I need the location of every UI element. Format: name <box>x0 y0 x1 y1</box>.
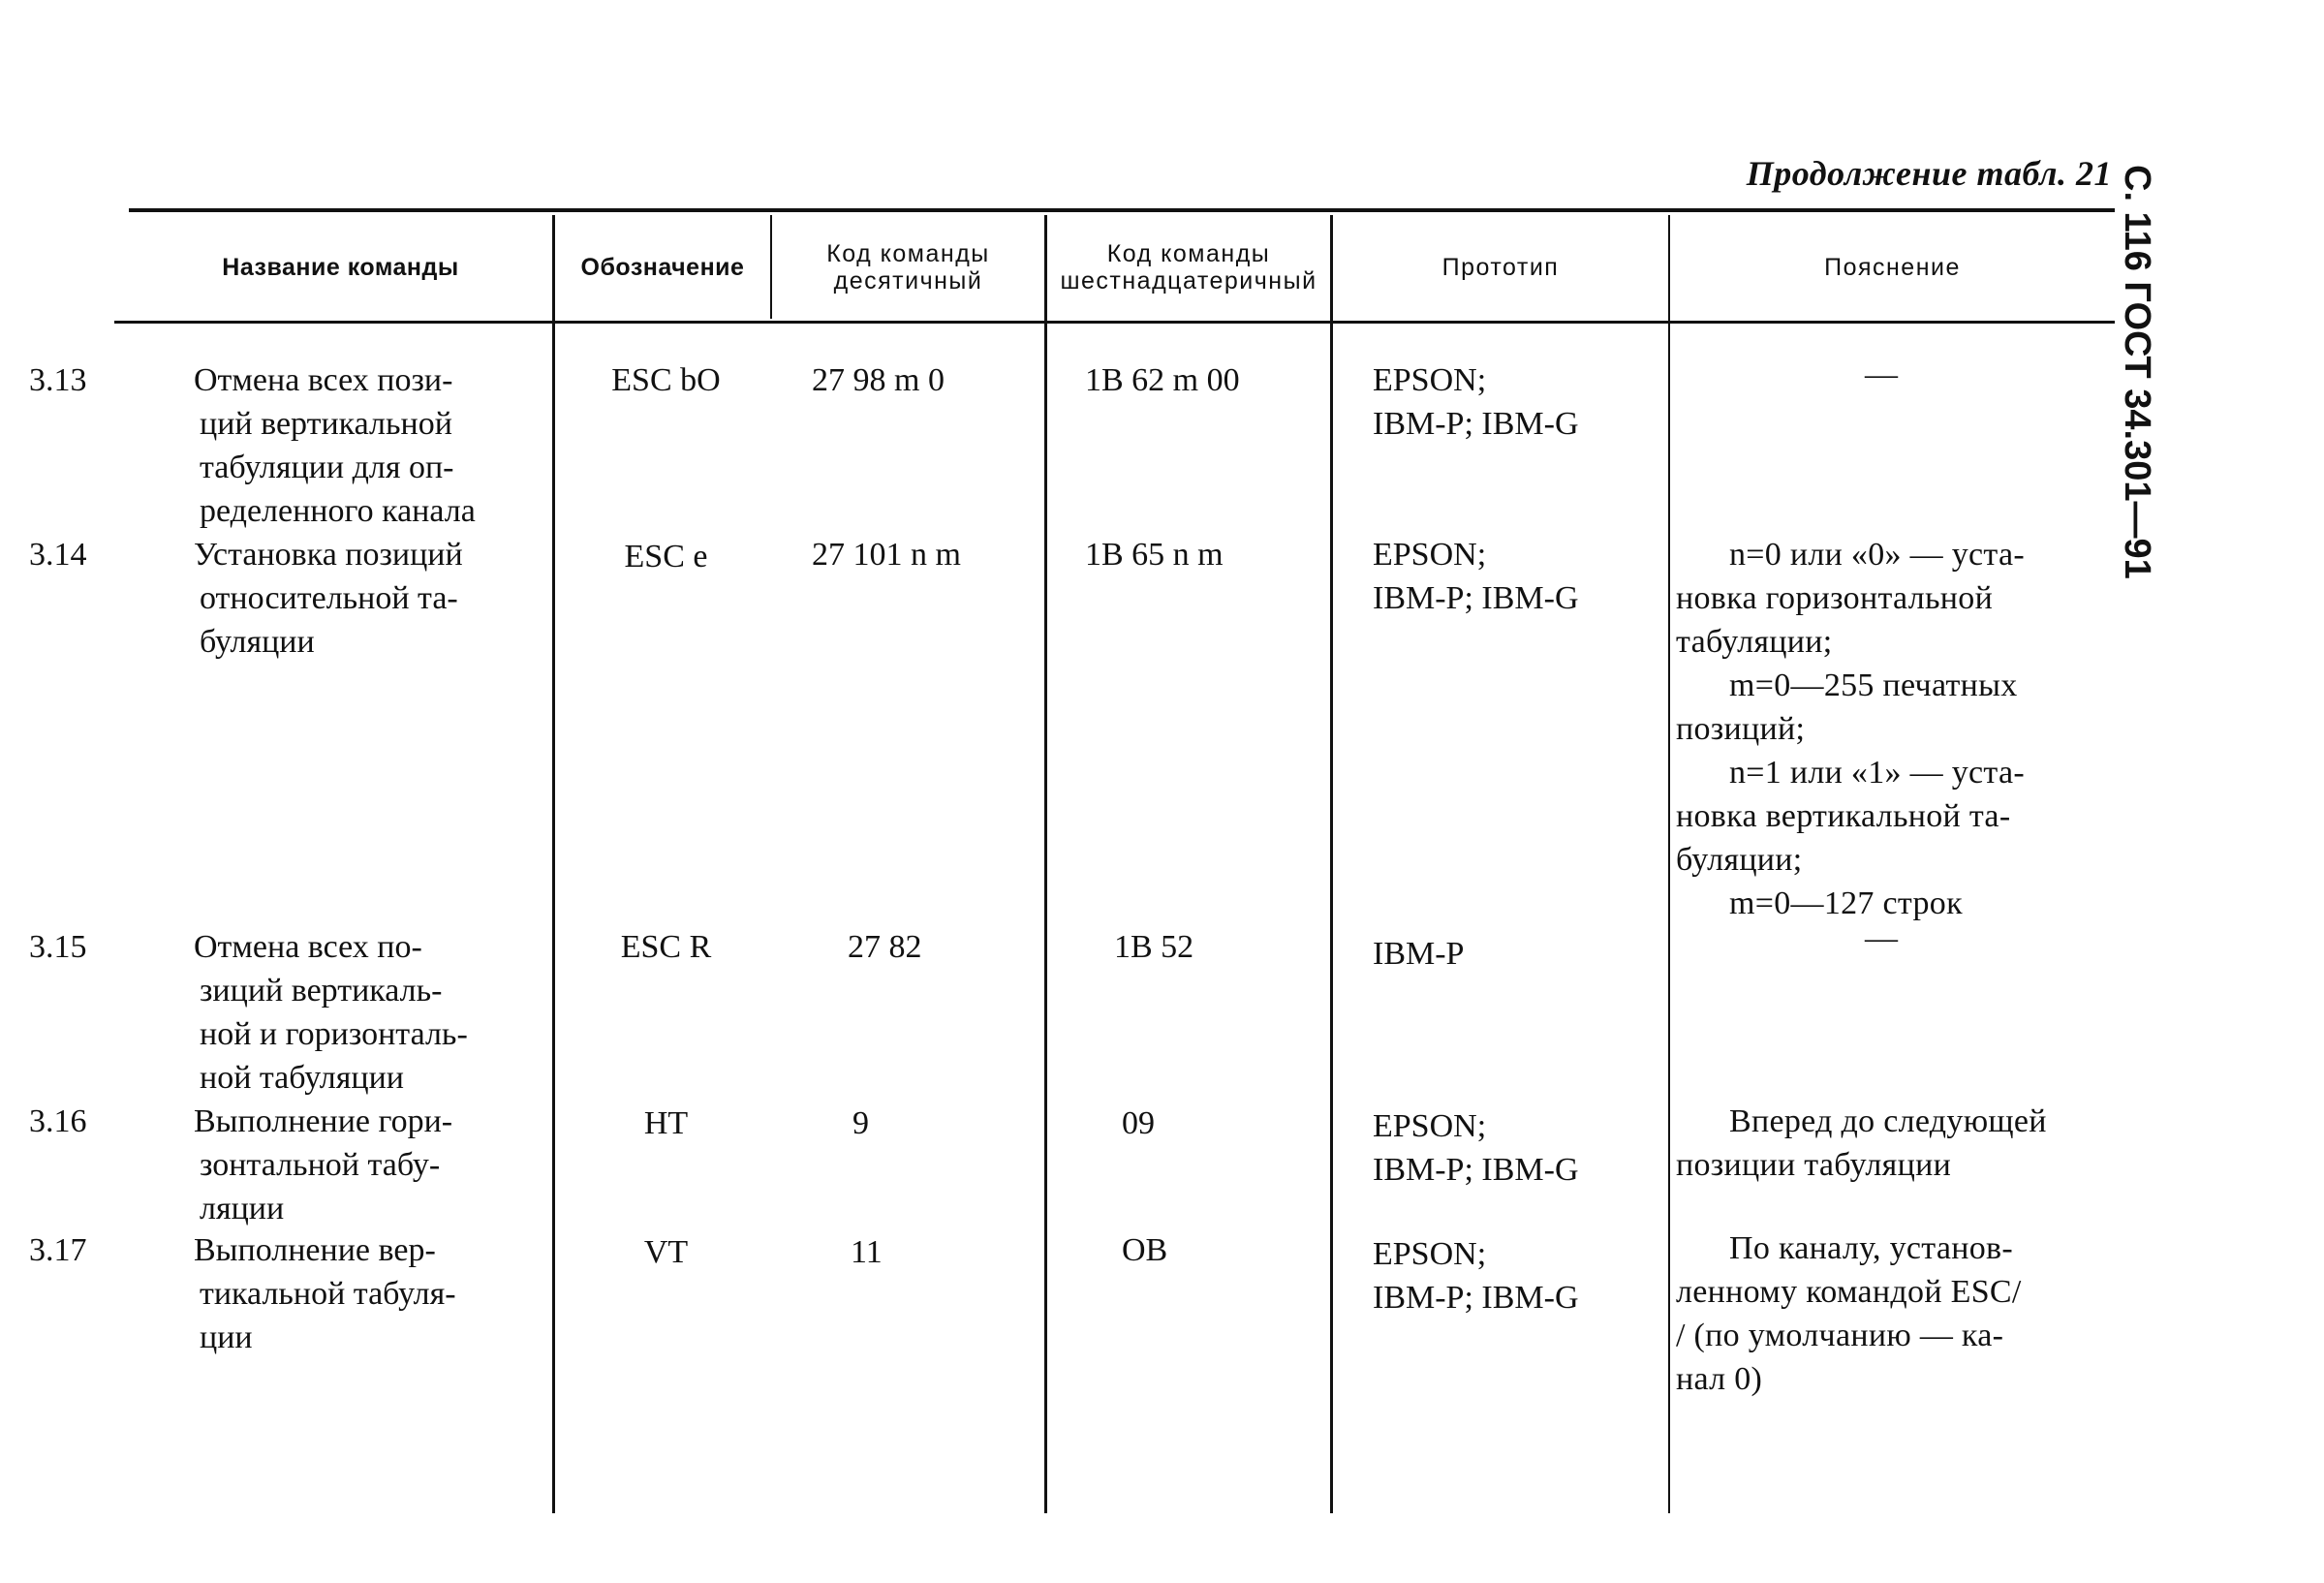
decimal-code: 27 82 <box>848 929 922 965</box>
decimal-code: 9 <box>852 1105 869 1141</box>
command-name-line: Установка позиций <box>194 537 463 573</box>
command-name-line: буляции <box>200 624 315 660</box>
prototype-line: IBM-P; IBM-G <box>1373 580 1579 616</box>
page-side-header: С. 116 ГОСТ 34.301—91 <box>2117 165 2157 579</box>
row-number: 3.15 <box>29 929 87 965</box>
prototype <box>1373 1104 1579 1192</box>
column-divider <box>1668 215 1670 1513</box>
prototype-line: IBM-P; IBM-G <box>1373 1152 1579 1188</box>
note-line: Вперед до следующей <box>1729 1103 2047 1139</box>
command-symbol: HT <box>643 1105 689 1141</box>
note-line: буляции; <box>1676 842 1803 878</box>
note-line: новка вертикальной та- <box>1676 798 2011 834</box>
row-number: 3.17 <box>29 1232 87 1268</box>
explanation-note <box>1676 1100 2117 1187</box>
prototype <box>1373 358 1579 446</box>
command-symbol: ESC R <box>620 929 712 965</box>
explanation-note <box>1676 1226 2117 1401</box>
command-name-line: тикальной табуля- <box>200 1276 456 1312</box>
prototype <box>1373 1232 1579 1319</box>
hex-code: 1B 65 n m <box>1085 537 1224 573</box>
decimal-code: 11 <box>851 1234 883 1270</box>
column-divider <box>1044 215 1047 1513</box>
prototype-line: IBM-P <box>1373 936 1465 972</box>
table-row <box>29 1100 541 1230</box>
command-name-line: ляции <box>200 1191 285 1226</box>
note-line: m=0—255 печатных <box>1729 667 2018 703</box>
table-row <box>29 358 541 533</box>
note-line: нал 0) <box>1676 1361 1763 1397</box>
command-name-line: Отмена всех по- <box>194 929 422 965</box>
hex-code: 1B 52 <box>1114 929 1194 965</box>
note-line: n=0 или «0» — уста- <box>1729 537 2026 573</box>
prototype-line: EPSON; <box>1373 362 1487 398</box>
table-top-rule <box>129 208 2115 212</box>
hex-code: OB <box>1122 1232 1168 1268</box>
note-line: n=1 или «1» — уста- <box>1729 755 2026 791</box>
note-line: позиции табуляции <box>1676 1147 1952 1183</box>
note-line: позиций; <box>1676 711 1806 747</box>
note-line: По каналу, установ- <box>1729 1230 2014 1266</box>
prototype-line: IBM-P; IBM-G <box>1373 406 1579 442</box>
prototype <box>1373 533 1579 620</box>
command-name-line: ной табуляции <box>200 1060 404 1096</box>
row-number: 3.14 <box>29 537 87 573</box>
command-symbol: VT <box>643 1234 689 1270</box>
command-name-line: Выполнение гори- <box>194 1103 453 1139</box>
note-line: / (по умолчанию — ка- <box>1676 1318 2004 1353</box>
column-divider <box>1330 215 1333 1513</box>
hex-code: 09 <box>1122 1105 1155 1141</box>
table-row <box>29 533 541 664</box>
header-explanation: Пояснение <box>1824 253 1961 281</box>
row-number: 3.13 <box>29 362 87 398</box>
hex-code: 1B 62 m 00 <box>1085 362 1240 398</box>
empty-note-dash: — <box>1865 920 1898 956</box>
table-row <box>29 925 541 1100</box>
prototype-line: IBM-P; IBM-G <box>1373 1280 1579 1316</box>
prototype-line: EPSON; <box>1373 1236 1487 1272</box>
command-name-line: Отмена всех пози- <box>194 362 453 398</box>
command-symbol: ESC e <box>624 539 708 574</box>
header-prototype: Прототип <box>1441 253 1560 281</box>
prototype-line: EPSON; <box>1373 537 1487 573</box>
header-symbol: Обозначение <box>580 253 745 281</box>
prototype <box>1373 932 1464 976</box>
column-divider <box>552 215 555 1513</box>
prototype-line: EPSON; <box>1373 1108 1487 1144</box>
explanation-note <box>1676 533 2117 925</box>
command-name-line: зонтальной табу- <box>200 1147 441 1183</box>
header-hex-code: Код команды шестнадцатеричный <box>1060 239 1317 295</box>
command-name-line: ной и горизонталь- <box>200 1016 468 1052</box>
decimal-code: 27 101 n m <box>812 537 961 573</box>
command-name-line: ции <box>200 1319 253 1355</box>
note-line: ленному командой ESC/ <box>1676 1274 2022 1310</box>
column-divider <box>770 215 772 319</box>
command-name-line: Выполнение вер- <box>194 1232 436 1268</box>
header-command-name: Название команды <box>222 253 459 281</box>
command-name-line: табуляции для оп- <box>200 450 454 485</box>
note-line: новка горизонтальной <box>1676 580 1994 616</box>
command-name-line: зиций вертикаль- <box>200 973 443 1009</box>
row-number: 3.16 <box>29 1103 87 1139</box>
command-name-line: ций вертикальной <box>200 406 452 442</box>
table-continuation-title: Продолжение табл. 21 <box>1746 154 2112 193</box>
note-line: табуляции; <box>1676 624 1833 660</box>
table-row <box>29 1228 541 1359</box>
empty-note-dash: — <box>1865 357 1898 392</box>
table-header-rule <box>114 321 2115 324</box>
header-decimal-code: Код команды десятичный <box>826 239 990 295</box>
command-name-line: ределенного канала <box>200 493 476 529</box>
decimal-code: 27 98 m 0 <box>812 362 945 398</box>
note-line: m=0—127 строк <box>1729 885 1963 921</box>
command-symbol: ESC bO <box>611 362 721 398</box>
command-name-line: относительной та- <box>200 580 458 616</box>
